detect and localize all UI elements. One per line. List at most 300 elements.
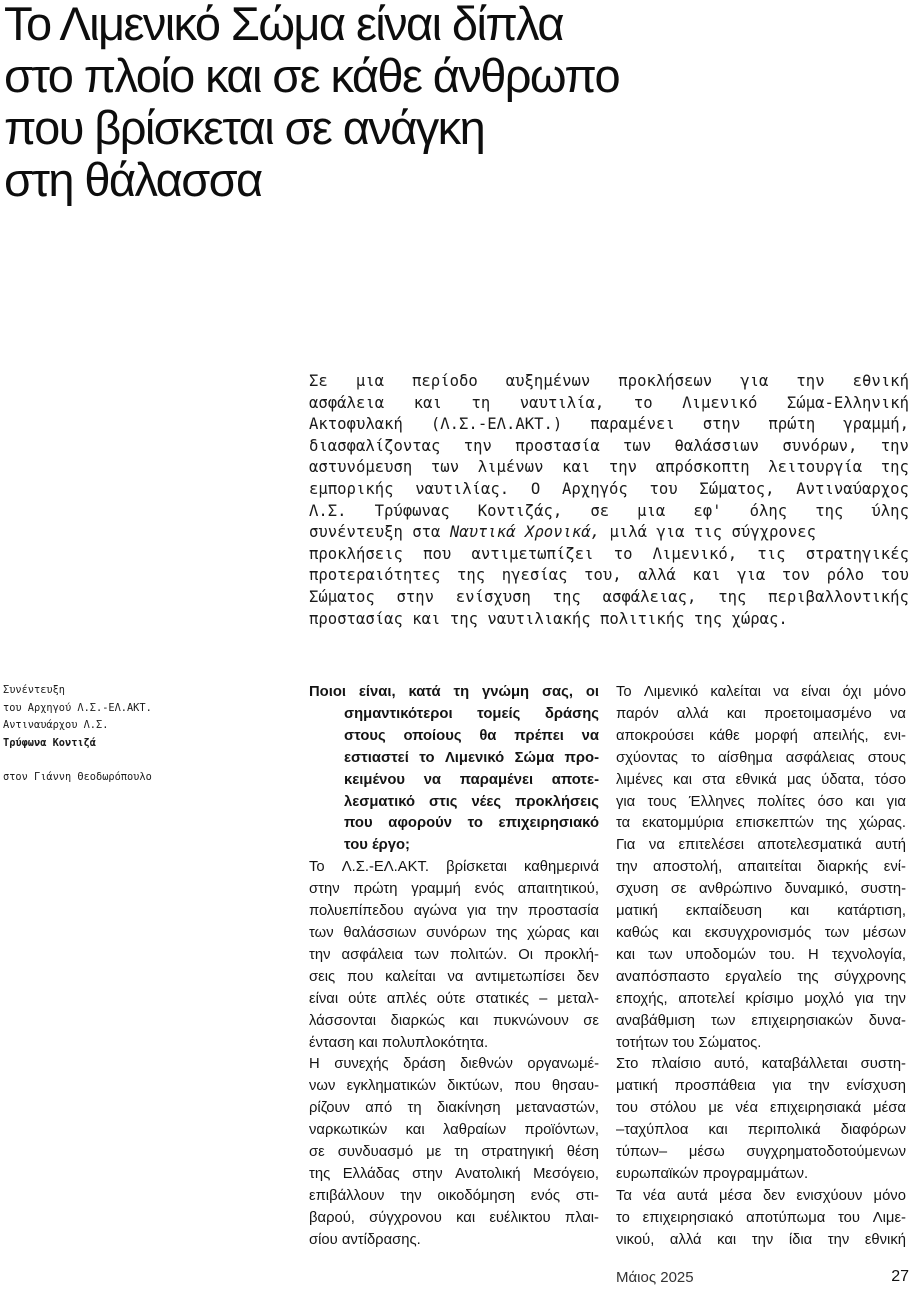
word: στατικές xyxy=(475,990,530,1007)
word: τη xyxy=(454,1144,469,1161)
word: της xyxy=(797,968,819,985)
word: τους xyxy=(647,793,677,810)
word: αποτε- xyxy=(551,771,599,788)
word: την xyxy=(796,372,825,390)
word: τις xyxy=(757,544,786,563)
word: μεταναστών, xyxy=(515,1100,599,1117)
word: προ- xyxy=(564,749,599,766)
word: την xyxy=(309,946,331,963)
word: στην xyxy=(702,415,741,434)
word: απλές xyxy=(386,990,427,1007)
word: καλείται xyxy=(710,684,761,700)
word: ναυτιλία, xyxy=(519,393,605,412)
word: συγχρηματοδοτούμενων xyxy=(746,1144,906,1161)
paragraph-line xyxy=(616,770,906,792)
word: του xyxy=(649,479,678,498)
word: δυναμικό, xyxy=(784,881,849,898)
word: στους xyxy=(867,749,906,766)
word: και xyxy=(456,1209,476,1226)
word: νικού, xyxy=(616,1231,655,1248)
word: και xyxy=(413,393,442,412)
word: προσπάθεια xyxy=(674,1078,756,1095)
word: αντιμετωπίσει xyxy=(475,968,565,985)
lede-line xyxy=(309,587,909,609)
word: όλης xyxy=(749,501,788,520)
headline-line: στη θάλασσα xyxy=(4,153,262,206)
word: Έλληνες xyxy=(688,793,745,810)
word: σε xyxy=(670,881,687,898)
word: απρόσκοπτη xyxy=(655,458,750,477)
word: επιβάλλουν xyxy=(309,1187,385,1204)
word: χώρας xyxy=(527,924,571,941)
word: Ο xyxy=(530,479,541,498)
paragraph-line xyxy=(309,1186,599,1208)
word: κάθε xyxy=(709,727,740,744)
word: (Λ.Σ.-ΕΛ.ΑΚΤ.) xyxy=(430,415,563,434)
word: την xyxy=(880,436,909,455)
article-lede xyxy=(309,371,909,630)
word: της xyxy=(309,1165,331,1182)
word: δράσης xyxy=(544,705,599,722)
word: μόνο xyxy=(873,684,906,700)
word: ίδια xyxy=(788,1231,813,1248)
word: σύγχρονου xyxy=(369,1209,442,1226)
word: εστιαστεί xyxy=(344,749,409,766)
word: ματική xyxy=(616,903,658,920)
word: οργανωμέ- xyxy=(527,1056,599,1073)
word: του xyxy=(838,1209,861,1226)
word: πρώτη xyxy=(353,881,398,898)
word: απαιτητικού, xyxy=(517,881,599,898)
word: κρίσιμο xyxy=(745,990,794,1007)
word: τύπων– xyxy=(616,1144,668,1161)
word: Ανατολική xyxy=(455,1165,521,1182)
word: αποτύπωμα xyxy=(746,1209,826,1226)
paragraph-line xyxy=(309,1142,599,1164)
credits-line: του Αρχηγού Λ.Σ.-ΕΛ.ΑΚΤ. xyxy=(3,701,152,714)
word: ενισχύουν xyxy=(796,1187,863,1204)
word: μόνο xyxy=(873,1187,906,1204)
word: είναι xyxy=(801,684,831,700)
word: Σώματος xyxy=(309,587,375,606)
word: σημαντικότεροι xyxy=(344,705,453,722)
paragraph-line xyxy=(616,704,906,726)
word: την xyxy=(751,1231,774,1248)
word: να xyxy=(773,684,790,700)
word: Σώμα-Ελληνική xyxy=(786,393,909,412)
word: περιπολικά xyxy=(747,1122,821,1139)
word: διαρκώς xyxy=(390,1012,445,1029)
word: Το xyxy=(616,684,632,700)
word: νέες xyxy=(471,793,502,810)
word: της xyxy=(880,458,909,477)
word: εφ' xyxy=(693,501,722,520)
lede-text: συνέντευξη στα xyxy=(309,523,441,542)
word: και xyxy=(717,1231,737,1248)
word: πλαι- xyxy=(564,1209,599,1226)
text-column-2 xyxy=(616,682,906,1252)
word: ασφάλειας, xyxy=(602,587,697,606)
word: αποστολή, xyxy=(653,859,723,876)
word: Το xyxy=(309,859,325,876)
word: και xyxy=(579,924,599,941)
headline-line: στο πλοίο και σε κάθε άνθρωπο xyxy=(4,49,620,102)
word: και xyxy=(672,924,692,941)
paragraph-line xyxy=(309,1011,599,1033)
word: και xyxy=(855,793,875,810)
word: της xyxy=(815,501,844,520)
word: Κοντιζάς, xyxy=(477,501,563,520)
word: των xyxy=(710,1012,736,1029)
word: σεις xyxy=(309,968,336,985)
lede-line xyxy=(309,544,909,566)
word: πολυεπίπεδου xyxy=(309,903,404,920)
word: –ταχύπλοα xyxy=(616,1122,689,1139)
paragraph-line: ένταση και πολυπλοκότητα. xyxy=(309,1034,489,1051)
word: προκλήσεων xyxy=(618,372,713,390)
word: και xyxy=(405,1122,425,1139)
lede-line xyxy=(309,501,909,523)
word: επισκεπτών xyxy=(735,815,814,832)
word: και xyxy=(459,1012,479,1029)
word: αποκρούσει xyxy=(616,727,694,744)
word: στα xyxy=(702,771,726,788)
word: αντιμετωπίζει xyxy=(471,544,594,563)
paragraph-line xyxy=(616,857,906,879)
word: αφορούν xyxy=(388,815,452,832)
word: συνόρων xyxy=(426,924,487,941)
word: σε xyxy=(590,501,610,520)
word: και xyxy=(616,946,636,963)
word: ούτε xyxy=(436,990,466,1007)
word: βρίσκεται xyxy=(446,859,507,876)
word: Οι xyxy=(518,946,534,963)
word: περιβαλλοντικής xyxy=(768,587,909,606)
word: για xyxy=(740,372,769,390)
word: επιχειρησιακών xyxy=(751,1012,853,1029)
word: πλαίσιο xyxy=(651,1056,702,1073)
paragraph-line xyxy=(309,945,599,967)
lede-line xyxy=(309,457,909,479)
lede-line xyxy=(309,565,909,587)
word: ύδατα, xyxy=(821,771,865,788)
word: τόσο xyxy=(874,771,906,788)
paragraph-line xyxy=(309,1076,599,1098)
word: στην xyxy=(309,881,340,898)
word: προϊόντων, xyxy=(524,1122,599,1139)
word: επιχειρησιακό xyxy=(498,815,599,832)
word: που xyxy=(344,815,373,832)
word: συνδυασμό xyxy=(337,1144,414,1161)
paragraph-line: ευρωπαϊκών προγραμμάτων. xyxy=(616,1165,809,1182)
word: προκλήσεις xyxy=(514,793,599,810)
word: αυξημένων xyxy=(505,372,591,390)
word: όχι xyxy=(842,684,862,700)
word: καθώς xyxy=(616,924,659,941)
word: Η xyxy=(309,1056,320,1073)
paragraph-line xyxy=(616,1054,906,1076)
word: συνόρων, xyxy=(782,436,858,455)
word: που xyxy=(514,1078,541,1095)
answer-paragraph xyxy=(616,682,906,1054)
word: οικοδόμηση xyxy=(437,1187,515,1204)
word: ασφάλειας xyxy=(785,749,855,766)
interview-question xyxy=(309,682,599,857)
word: λάσσονται xyxy=(309,1012,377,1029)
word: παραμένει xyxy=(459,771,534,788)
word: παραμένει xyxy=(590,415,675,434)
question-line xyxy=(309,748,599,770)
word: ενός xyxy=(530,1187,561,1204)
word: την xyxy=(496,903,518,920)
paragraph-line xyxy=(309,1120,599,1142)
word: στόλου xyxy=(649,1100,697,1117)
word: να xyxy=(890,705,906,722)
paragraph-line xyxy=(616,1142,906,1164)
paragraph-line xyxy=(616,835,906,857)
word: τεχνολογία, xyxy=(831,946,906,963)
word: του. xyxy=(768,946,795,963)
word: Αρχηγός xyxy=(562,479,628,498)
word: δικτύων, xyxy=(447,1078,504,1095)
word: να xyxy=(648,837,665,854)
word: απαιτείται xyxy=(737,859,802,876)
word: Σώμα xyxy=(514,749,555,766)
word: για xyxy=(616,793,636,810)
paragraph-line xyxy=(309,989,599,1011)
word: ρίζουν xyxy=(309,1100,350,1117)
word: πολιτών. xyxy=(449,946,508,963)
word: δεν xyxy=(576,968,599,985)
word: για xyxy=(854,990,874,1007)
word: μέσα xyxy=(718,1187,752,1204)
word: κατάρτιση, xyxy=(837,903,906,920)
word: αστυνόμευση xyxy=(309,458,413,477)
word: ματική xyxy=(616,1078,658,1095)
interviewee-name: Τρύφωνα Κοντιζά xyxy=(3,736,96,749)
word: επιτελέσει xyxy=(678,837,744,854)
word: αυτά xyxy=(676,1187,708,1204)
word: το xyxy=(467,815,483,832)
word: διαρκής xyxy=(816,859,869,876)
paragraph-line xyxy=(616,792,906,814)
paragraph-line: σίου αντίδρασης. xyxy=(309,1231,421,1248)
word: είναι xyxy=(309,990,339,1007)
word: να xyxy=(423,771,442,788)
word: με xyxy=(708,1100,724,1117)
paragraph-line xyxy=(616,1186,906,1208)
word: συστη- xyxy=(860,881,906,898)
lede-line: προστασίας και της ναυτιλιακής πολιτικής της χώρας. xyxy=(309,609,788,628)
word: το xyxy=(419,749,435,766)
word: Σε xyxy=(309,372,328,390)
paragraph-line: τοτήτων του Σώματος. xyxy=(616,1034,762,1051)
word: της xyxy=(457,566,486,585)
word: συνεχής xyxy=(334,1056,389,1073)
word: την xyxy=(400,1187,422,1204)
word: της xyxy=(496,924,518,941)
word: Λ.Σ. xyxy=(309,501,347,520)
word: και xyxy=(692,566,721,585)
word: ενί- xyxy=(883,859,906,876)
word: βαρού, xyxy=(309,1209,355,1226)
word: αυτό, xyxy=(714,1056,749,1073)
word: του xyxy=(880,566,909,585)
word: στις xyxy=(428,793,458,810)
word: λιμένων xyxy=(477,458,544,477)
word: προστασία xyxy=(527,903,599,920)
word: ασφάλεια xyxy=(341,946,404,963)
paragraph-line xyxy=(309,1208,599,1230)
word: ναρκωτικών xyxy=(309,1122,388,1139)
word: Λ.Σ.-ΕΛ.ΑΚΤ. xyxy=(341,859,430,876)
paragraph-line xyxy=(616,989,906,1011)
word: κατά xyxy=(408,684,441,700)
answer-paragraph xyxy=(309,1054,599,1251)
word: ασφάλεια xyxy=(309,393,385,412)
word: μορφή xyxy=(754,727,798,744)
paragraph-line xyxy=(309,857,599,879)
paragraph-line xyxy=(616,1120,906,1142)
word: θα xyxy=(479,727,497,744)
word: Λιμενικό, xyxy=(652,544,738,563)
word: προτεραιότητες xyxy=(309,566,441,585)
word: και xyxy=(790,903,810,920)
word: μια xyxy=(637,501,666,520)
word: μέσα xyxy=(873,1100,906,1117)
paragraph-line xyxy=(309,1098,599,1120)
word: σας, xyxy=(541,684,573,700)
word: αίσθημα xyxy=(718,749,773,766)
word: ενός xyxy=(474,881,504,898)
word: το xyxy=(613,544,633,563)
word: νέα xyxy=(643,1187,666,1204)
interview-credits xyxy=(3,682,283,787)
word: αναπόσπαστο xyxy=(616,968,710,985)
word: πρώτη xyxy=(768,415,816,434)
credits-line: Αντιναυάρχου Λ.Σ. xyxy=(3,719,109,731)
question-line: του έργο; xyxy=(344,837,410,854)
word: οποίους xyxy=(403,727,462,744)
word: το xyxy=(616,1209,630,1226)
word: το xyxy=(691,749,705,766)
word: ευέλικτου xyxy=(489,1209,551,1226)
word: Ακτοφυλακή xyxy=(309,415,403,434)
word: των xyxy=(430,458,460,477)
word: Η xyxy=(808,946,819,963)
word: Ποιοι xyxy=(309,684,346,700)
word: Στο xyxy=(616,1056,639,1073)
word: εποχής, xyxy=(616,990,668,1007)
word: σχύοντας xyxy=(616,749,678,766)
word: Λιμενικό xyxy=(643,684,699,700)
word: Αντιναύαρχος xyxy=(796,479,909,498)
lede-line xyxy=(309,393,909,415)
word: παρόν xyxy=(616,705,659,722)
word: διαφόρων xyxy=(840,1122,906,1139)
word: δεν xyxy=(762,1187,786,1204)
word: τον xyxy=(781,566,811,585)
word: ναυτιλίας. xyxy=(415,479,510,498)
word: Λιμε- xyxy=(872,1209,906,1226)
word: γραμμή, xyxy=(843,415,909,434)
word: εθνική xyxy=(864,1231,906,1248)
word: για xyxy=(737,566,766,585)
word: αναβάθμιση xyxy=(616,1012,695,1029)
word: ηγεσίας xyxy=(501,566,568,585)
word: συστη- xyxy=(860,1056,906,1073)
word: διασφαλίζοντας xyxy=(309,436,441,455)
word: λεσματικό xyxy=(344,793,416,810)
lede-line xyxy=(309,371,909,393)
word: εκπαίδευση xyxy=(685,903,763,920)
word: Τα xyxy=(616,1187,632,1204)
word: εθνικά xyxy=(735,771,777,788)
headline-line: Το Λιμενικό Σώμα είναι δίπλα xyxy=(4,0,563,50)
word: προκλή- xyxy=(544,946,599,963)
word: σύγχρονης xyxy=(834,968,906,985)
word: αλλά xyxy=(669,1231,702,1248)
word: εγκληματικών xyxy=(346,1078,436,1095)
word: σχυση xyxy=(616,881,659,898)
page-number: 27 xyxy=(891,1268,909,1285)
lede-line xyxy=(309,436,909,458)
word: αλλά xyxy=(638,566,676,585)
word: μέσω xyxy=(688,1144,725,1161)
word: των xyxy=(648,946,673,963)
word: και xyxy=(673,771,693,788)
word: καταβάλλεται xyxy=(761,1056,848,1073)
answer-paragraph xyxy=(616,1186,906,1252)
word: σε xyxy=(309,1144,325,1161)
paragraph-line xyxy=(616,901,906,923)
word: οι xyxy=(585,684,599,700)
word: την xyxy=(808,1078,830,1095)
word: του, xyxy=(584,566,622,585)
word: Σώματος, xyxy=(699,479,775,498)
word: διακίνηση xyxy=(436,1100,501,1117)
word: τη xyxy=(471,393,491,412)
word: και xyxy=(726,705,746,722)
word: εκατομμύρια xyxy=(642,815,724,832)
word: επιχειρησιακά xyxy=(770,1100,862,1117)
word: Λιμενικό xyxy=(682,393,758,412)
word: να xyxy=(581,727,599,744)
word: για xyxy=(467,903,487,920)
headline-line: που βρίσκεται σε ανάγκη xyxy=(4,101,485,154)
word: την xyxy=(827,1231,850,1248)
word: για xyxy=(886,793,906,810)
word: αγώνα xyxy=(413,903,458,920)
word: Για xyxy=(616,837,636,854)
word: αποτελεσματικά xyxy=(757,837,862,854)
word: ρόλο xyxy=(826,566,865,585)
paragraph-line xyxy=(616,1098,906,1120)
word: νων xyxy=(309,1078,336,1095)
word: με xyxy=(426,1144,442,1161)
lede-text: μιλά για τις σύγχρονες xyxy=(609,523,816,542)
paragraph-line xyxy=(616,1011,906,1033)
word: εργαλείο xyxy=(725,968,782,985)
word: στρατηγικές xyxy=(805,544,909,563)
word: στην xyxy=(412,1165,443,1182)
word: γνώμη xyxy=(482,684,530,700)
word: πρέπει xyxy=(514,727,564,744)
word: Λιμενικό xyxy=(444,749,505,766)
word: και xyxy=(708,1122,728,1139)
word: θέση xyxy=(566,1144,599,1161)
word: τα xyxy=(616,815,631,832)
